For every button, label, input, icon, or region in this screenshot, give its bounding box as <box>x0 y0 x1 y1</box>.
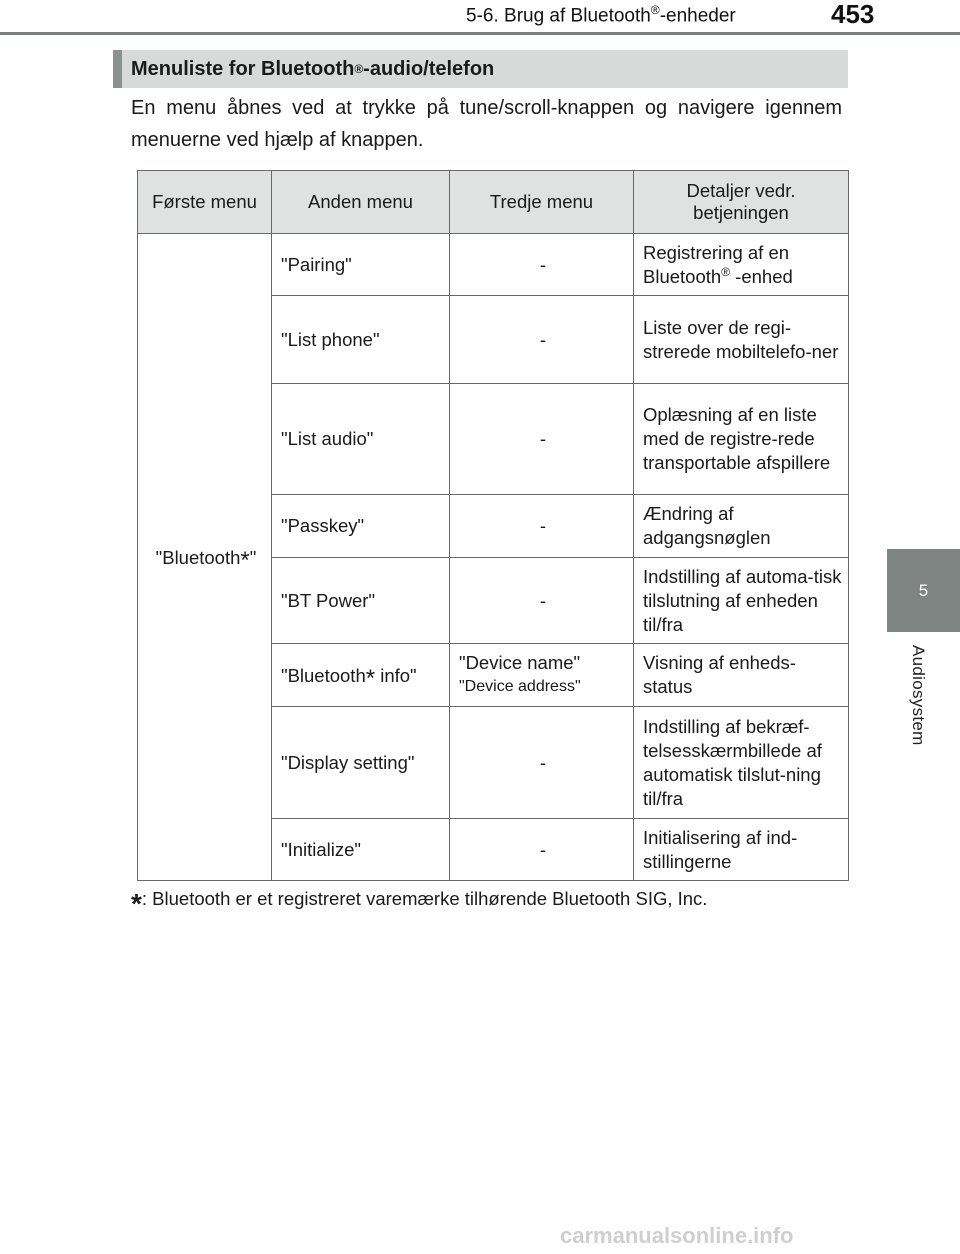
third-menu-cell: - <box>450 819 634 881</box>
header-rule <box>0 32 960 35</box>
detail-cell: Registrering af en Bluetooth® -enhed <box>634 234 849 296</box>
intro-paragraph: En menu åbnes ved at trykke på tune/scroll-knappen og navigere igennem menuerne ved hjælp af knappen. <box>131 97 842 151</box>
section-heading: Menuliste for Bluetooth ® -audio/telefon <box>113 50 848 88</box>
header-third-menu: Tredje menu <box>450 171 634 234</box>
third-menu-cell: "Device name" "Device address" <box>450 644 634 707</box>
second-menu-cell: "BT Power" <box>272 558 450 644</box>
second-menu-cell: "List audio" <box>272 384 450 495</box>
detail-cell: Liste over de regi-strerede mobiltelefo-ner <box>634 296 849 384</box>
table-row <box>138 234 849 296</box>
second-menu-cell: "List phone" <box>272 296 450 384</box>
detail-cell: Initialisering af ind-stillingerne <box>634 819 849 881</box>
chapter-title: 5-6. Brug af Bluetooth®-enheder <box>466 3 736 27</box>
third-menu-cell: - <box>450 558 634 644</box>
header-first-menu: Første menu <box>138 171 272 234</box>
footnote: *: Bluetooth er et registreret varemærke tilhørende Bluetooth SIG, Inc. <box>131 888 708 919</box>
table-header-row <box>138 171 849 234</box>
second-menu-cell: "Bluetooth* info" <box>272 644 450 707</box>
chapter-side-label: Audiosystem <box>909 645 928 746</box>
second-menu-cell: "Passkey" <box>272 495 450 558</box>
first-menu-cell: "Bluetooth*" <box>138 234 272 881</box>
chapter-tab: 5 <box>887 549 960 632</box>
third-menu-cell: - <box>450 234 634 296</box>
detail-cell: Indstilling af automa-tisk tilslutning af enheden til/fra <box>634 558 849 644</box>
detail-cell: Oplæsning af en liste med de registre-rede transportable afspillere <box>634 384 849 495</box>
page-number: 453 <box>831 0 875 29</box>
detail-cell: Visning af enheds-status <box>634 644 849 707</box>
menu-table <box>137 170 849 881</box>
third-menu-cell: - <box>450 495 634 558</box>
third-menu-cell: - <box>450 296 634 384</box>
second-menu-cell: "Pairing" <box>272 234 450 296</box>
header-details: Detaljer vedr. betjeningen <box>634 171 849 234</box>
header-second-menu: Anden menu <box>272 171 450 234</box>
detail-cell: Ændring af adgangsnøglen <box>634 495 849 558</box>
watermark-text: carmanualsonline.info <box>560 1223 794 1248</box>
second-menu-cell: "Initialize" <box>272 819 450 881</box>
second-menu-cell: "Display setting" <box>272 707 450 819</box>
detail-cell: Indstilling af bekræf-telsesskærmbillede af automatisk tilslut-ning til/fra <box>634 707 849 819</box>
third-menu-cell: - <box>450 707 634 819</box>
third-menu-cell: - <box>450 384 634 495</box>
